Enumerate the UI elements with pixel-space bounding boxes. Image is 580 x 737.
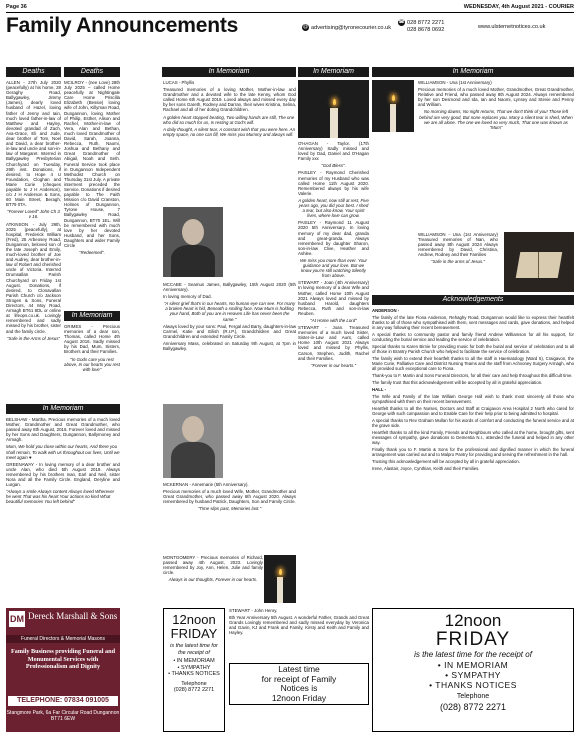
candle-image-3 xyxy=(372,80,414,132)
ack-anderson: ANDERSON - xyxy=(372,308,400,313)
memoriam-grimes: GRIMES - Precious memories of a dear son, Thomas, called Home 4th August 2016. Sadly missed by his Dad, Mum, Sisters, Brothers and their Families. "In Gods care you rest above, In our hearts you rest with love" xyxy=(64,324,120,372)
memoriam-williamson-2: WILLIAMSON - Una (1st Anniversary) Treasured memories of Nan, who passed away 8th August 2024 Always remembered by David, Christina, Andrew, Rodney and their Families "Safe in the arms of Jesus." xyxy=(418,232,498,265)
deadline-advert-small: 12noon FRIDAY is the latest time for the receipt of • IN MEMORIAM • SYMPATHY • THANKS NOTICES Telephone (028) 8772 2271 xyxy=(163,608,225,732)
acknowledgements-column: ANDERSON - The family of the late Fiona Anderson, Rehaghy Road, Dungannon would like to express their heartfelt thanks to all of those who sympathised with them, sent messages and cards, gave donations, and helped in any way following their recent bereavement. A special thanks to community pastor and family friend Andrew Williamson for all his support, for conducting the burial service and leading the service of celebration. Special thanks to Karen Birnie for providing music for both the burial and service of celebration and to all of those in Brantry Parish Church who helped to facilitate the service of celebration. The family wish to extend their heartfelt thanks to all the staff in Haematology (Ward 5), Craigavon, the Marie Curie, Palliative Care and District Nursing Teams and the staff from Achvoney Surgery Armagh, who all provided such exceptional care to Fiona. Thank-you to F. Martin and Sons Funeral Directors, for all their care and help throughout this difficult time. The family trust that this acknowledgement will be accepted by all in grateful appreciation. HALL - The Wife and Family of the late William George Hall wish to thank most sincerely all those who sympathised with them on their recent bereavement. Heartfelt thanks to all the Nurses, Doctors and Staff at Craigavon Area Hospital 2 North who cared for George with such compassion and to Enable Care for their help prior to being admitted to hospital. A special thanks to Rev Graham Mullan for his words of comfort and conducting the funeral service and at the grave side. Heartfelt thanks to all the kind Family, Friends and Neighbours who called at the home, brought gifts, sent messages of sympathy, gave donations to Dementia N.I., attended the funeral and helped in any other way. Finally thank you to F. Martin & Sons for the professional and dignified manner in which the funeral arrangement was carried out and to Malpro Pantry for providing and serving the refreshment in the hall. Trusting this acknowledgement will be accepted by all in grateful appreciation. Irene, Alastair, Joyce, Cynthian, Keith and their Families. xyxy=(372,308,574,471)
notice-paisley-1: PAISLEY - Raymond Cherished memories of my Husband who was called Home 11th August 2020. Remembered always by his wife Valerie. xyxy=(298,170,369,196)
dereck-marshall-advert[interactable]: DM Dereck Marshall & Sons Funeral Directors & Memorial Masons Family Business providing Funeral and Monumental Services with Professionalism and Dignity TELEPHONE: 07834 091005 Stangmore Park, 6a Far Circular Road Dungannon BT71 6EW xyxy=(6,608,120,732)
section-in-memoriam-2: In Memoriam xyxy=(6,404,120,414)
section-deaths: Deaths xyxy=(6,67,61,77)
memoriam-stewart-john: STEWART - John Henry. 8th Year Anniversary 5th August. A wonderful Father, Grands and Great Grands Lovingly remembered and sadly missed everyday by Veronica and Gavin, KJ and Frank and Family, Kirsty and Keith and Family and Hayley. xyxy=(229,608,369,636)
ack-hall: HALL - xyxy=(372,387,387,392)
phone-icon: ☎ xyxy=(398,19,405,25)
contact-email[interactable]: @ advertising@tyronecourier.co.uk xyxy=(302,24,391,31)
contact-web[interactable]: www.ulsternetnotices.co.uk xyxy=(478,24,546,30)
photo-seamus-mccabe xyxy=(163,207,223,277)
page-number: Page 36 xyxy=(6,4,27,10)
notice-allen: ALLEN - 27th July 2020 (peacefully) at his home, 28 Geraghy Road, Ballygawley, Jimmy (James), dearly loved husband of Hazel, loving father of Jenny and Iain, much loved father-in-law of Matthew and Hayley, devoted grandad of Zach, Ava-Grace, Eli and Jude, dear brother of Tom, Noel and David, a dear brother-in-law and uncle and son-in-law of Margaret. Interred in Ballygawley Presbyterian Churchyard on Tuesday, 29th inst. Donations, if desired, to Hope 4 U Foundation, Cloghan and Marie Curie (cheques payable to J H Anderson), c/o J H Anderson & Sons, 60 Main Street, Beragh, BT79 0TA. xyxy=(6,80,61,208)
section-in-memoriam-3: In Memoriam xyxy=(162,67,296,77)
page-header xyxy=(6,3,574,13)
email-icon: @ xyxy=(302,24,309,30)
dm-logo: DM xyxy=(9,611,25,627)
deaths-column-1: ALLEN - 27th July 2020 (peacefully) at his home, 28 Geraghy Road, Ballygawley, Jimmy (James), dearly loved husband of Hazel, loving father of Jenny and Iain, much loved father-in-law of Matthew and Hayley, devoted grandad of Zach, Ava-Grace, Eli and Jude, dear brother of Tom, Noel and David, a dear brother-in-law and uncle and son-in-law of Margaret. Interred in Ballygawley Presbyterian Churchyard on Tuesday, 29th inst. Donations, if desired, to Hope 4 U Foundation, Cloghan and Marie Curie (cheques payable to J H Anderson), c/o J H Anderson & Sons, 60 Main Street, Beragh, BT79 0TA. "Forever Loved" John Ch 3 v 16. ATKINSON - July 29th, 2025 (peacefully), at hospital, Frederick William (Fred), 25 Arbeosey Road, Dungannon, beloved son of the late Joseph and Emily, much-loved brother of Joe and Audrey, dear brother-in-law of Robert and cherished uncle of Victoria. Interred Drumsallan Parish Churchyard on Friday 1st August. Donations, if desired, to Clonavallan Parish Church c/o Jackson Strogen & Sons, Funeral Directors, 44 Moy Road, Armagh BT61 8DL or online at lifeops.co.uk. Lovingly remembered and sadly missed by his brother, sister and the family circle. "Safe in the Arms of Jesus" xyxy=(6,80,61,341)
candle-image-1 xyxy=(264,555,296,603)
notice-atkinson: ATKINSON - July 29th, 2025 (peacefully), at hospital, Frederick William (Fred), 25 Arbeosey Road, Dungannon, beloved son of the late Joseph and Emily, much-loved brother of Joe and Audrey, dear brother-in-law of Robert and cherished uncle of Victoria. Interred Drumsallan Parish Churchyard on Friday 1st August. Donations, if desired, to Clonavallan Parish Church c/o Jackson Strogen & Sons, Funeral Directors, 44 Moy Road, Armagh BT61 8DL or online at lifeops.co.uk. Lovingly remembered and sadly missed by his brother, sister and the family circle. xyxy=(6,221,61,334)
memoriam-mccabe: MCCABE - Seamus James, Ballygawley, 15th August 2020 (5th Anniversary). In loving memory of Dad. "A silent grief that's in our hearts, No human eye can see. For many a broken heart is hid, Beneath a smiling face. Now Mum is holding your hand, Both of you are in Heaven Life has never been the same." Always loved by your sons: Paul, Fergal and Barry, daughters-in-law Carmel, Katie and Eilish (R.I.P.), Grandchildren and Great Grandchildren and extended Family Circle. Anniversary Mass, celebrated on Saturday 9th August, at 7pm in Ballygawley. xyxy=(163,282,296,352)
section-in-memoriam-5: In Memoriam xyxy=(372,67,574,77)
notice-greenaway: GREENAWAY - In loving memory of a dear brother and uncle Alan, who died 5th August 2019. Always remembered by his brothers Ivan, Earl and Neil, sister Nora and all the Family Circle. England, Deryline and Lurgan. xyxy=(6,461,120,488)
photo-annemarie-mckernan xyxy=(163,404,223,478)
candle-image-2 xyxy=(298,80,369,138)
contact-phone[interactable]: ☎ 028 8772 2271 028 8678 0692 xyxy=(398,19,445,33)
memoriam-column-4: O'HAGAN - Taylor. (17th Anniversary) Sadly missed and loved by Dad, Daniel and O'Hagan Family xxx "God Bless". PAISLEY - Raymond Cherished memories of my Husband who was called Home 11th August 2020. Remembered always by his wife Valerie. A golden heart, now still at rest, Five years ago, you did your best. I shed a tear, but also know, Your spirit lives, where love can grow. PAISLEY - Raymond 11 August 2020 5th Anniversary. In loving memory of my dear dad, granda and great-granda. Always remembered by daughter Sharon, son-in-law Clive, Heather and Ashlee. We miss you more than ever. Your guidance and your love. But we know you're still watching Silently from above. STEWART - Joan (4th Anniversary) In loving memory of a dear Wife and Mother, called Home 10th August 2021 Always loved and missed by husband Harold, daughters Rebecca, Ruth and son-in-law Reuben. "At Home with the Lord" STEWART - Joan. Treasured memories of a much loved Sister, Sister-in-Law and Aunt, called Home 10th August 2021 Always loved and missed by Phyllis, Carson, Stephen, Judith, Rachel and their Families. "Forever in our hearts." xyxy=(298,141,369,368)
deadline-advert-large: 12noon FRIDAY is the latest time for the receipt of • IN MEMORIAM • SYMPATHY • THANKS NOTICES Telephone (028) 8772 2271 xyxy=(372,608,574,732)
memoriam-williamson-1: WILLIAMSON - Una (1st Anniversary) Precious memories of a much loved Mother, Grandmother, Great Grandmother, Relative and Friend, who passed away 8th August 2024. Always remembered by her son Desmond and Ida, Ian and Naomi, Lynsey and Stevie and Penny and William. No morning dawns, No night returns, That we don't think of you! Those left behind are very good, But none replaces you. Many a silent tear is shed, When we are all alone. The one we loved so very much, That one was known as "Mum" xyxy=(418,80,574,130)
page-title: Family Announcements xyxy=(6,14,239,37)
notice-stewart-joan-2: STEWART - Joan. Treasured memories of a much loved Sister, Sister-in-Law and Aunt, called Home 10th August 2021 Always loved and missed by Phyllis, Carson, Stephen, Judith, Rachel and their Families. xyxy=(298,325,369,361)
notice-paisley-2: PAISLEY - Raymond 11 August 2020 5th Anniversary. In loving memory of my dear dad, granda and great-granda. Always remembered by daughter Sharon, son-in-law Clive, Heather and Ashlee. xyxy=(298,220,369,256)
notice-belshaw: BELSHAW - Martha. Precious memories of a much loved Mother, Grandmother and Great Grandmother, who passed away 8th August, 2016. Forever loved and missed by her Sons and Daughters, Dungannon, Ballymoney and Armagh. xyxy=(6,417,120,443)
section-in-memoriam-1: In Memoriam xyxy=(64,311,120,321)
memoriam-montgomery: MONTGOMERY - Precious memories of Richard, passed away 4th August, 2023. Lovingly remembered by Joy, Ann, Helen, Julie and family circle. Always in our thoughts, Forever in our hearts. xyxy=(163,555,263,583)
section-deaths-2: Deaths xyxy=(64,67,120,77)
bible-image xyxy=(504,232,574,292)
notice-stewart-joan-1: STEWART - Joan (4th Anniversary) In loving memory of a dear Wife and Mother, called Home 10th August 2021 Always loved and missed by husband Harold, daughters Rebecca, Ruth and son-in-law Reuben. xyxy=(298,280,369,316)
issue-date: WEDNESDAY, 4th August 2021 - COURIER xyxy=(463,4,574,10)
notice-mcilroy: MCILROY - (nee Love) 28th July 2025 – called Home peacefully at Nightingale Care Home Priscilla Elizabeth (Bessie) loving wife of John, Killyman Road, Dungannon, loving Mother of Philip, Esther, Alison and Rachel, Mother-in-law of Vera, Alan and Bethan, much loved Grandmother of David, Sarah, Joanna, Rebecca, Ruth, Naomi, Joshua and Bethany and Great Grandmother of Abigail, Noah and Seth. Funeral Service took place in Dungannon Independent Methodist Church on Thursday 31st July. A private interment preceded the Service. Donations if desired payable to The Faith Mission c/o David Cranston, Holmes of Dungannon, Tyrone House, 7 Ballygawley Road, Dungannon, BT70 1EL. Will be remembered with much love by her devoted Husband, and her Sons, Daughters and wider Family Circle xyxy=(64,80,120,248)
notice-ohagan: O'HAGAN - Taylor. (17th Anniversary) Sadly missed and loved by Dad, Daniel and O'Hagan Family xxx xyxy=(298,141,369,162)
deadline-advert-box: Latest time for receipt of Family Notices is 12noon Friday xyxy=(229,663,369,705)
memoriam-lucas: LUCAS - Phyllis Treasured memories of a loving Mother, Mother-in-law and Grandmother and a devoted wife to the late Kenny, whom God called Home 6th August 2019. Loved always and missed every day by her sons Gareth, Rodney and Darran, their wives Kristina, Selina, Rachael and all of her doting Grandchildren. A golden heart stopped beating, Two willing hands are still, The one who did so much for us, Is resting at God's will. A daily thought, A silent tear, A constant wish that you were here. An empty space, no one can fill, We miss you Mummy and always will. xyxy=(163,80,296,137)
section-in-memoriam-4: In Memoriam xyxy=(298,67,369,77)
memoriam-column-1: BELSHAW - Martha. Precious memories of a much loved Mother, Grandmother and Great Grandmother, who passed away 8th August, 2016. Forever loved and missed by her Sons and Daughters, Dungannon, Ballymoney and Armagh. Mum, We hold you close within our hearts, And there you shall remain, To walk with us throughout our lives, Until we meet again ♥ GREENAWAY - In loving memory of a dear brother and uncle Alan, who died 5th August 2019. Always remembered by his brothers Ivan, Earl and Neil, sister Nora and all the Family Circle. England, Deryline and Lurgan. "Always a smile Always content Always loved Wherever he went That was his heart Your actions so kind What beautiful memories You left behind" xyxy=(6,417,120,505)
section-acknowledgements: Acknowledgements xyxy=(372,295,574,305)
deaths-column-2: MCILROY - (nee Love) 28th July 2025 – called Home peacefully at Nightingale Care Home Priscilla Elizabeth (Bessie) loving wife of John, Killyman Road, Dungannon, loving Mother of Philip, Esther, Alison and Rachel, Mother-in-law of Vera, Alan and Bethan, much loved Grandmother of David, Sarah, Joanna, Rebecca, Ruth, Naomi, Joshua and Bethany and Great Grandmother of Abigail, Noah and Seth. Funeral Service took place in Dungannon Independent Methodist Church on Thursday 31st July. A private interment preceded the Service. Donations if desired payable to The Faith Mission c/o David Cranston, Holmes of Dungannon, Tyrone House, 7 Ballygawley Road, Dungannon, BT70 1EL. Will be remembered with much love by her devoted Husband, and her Sons, Daughters and wider Family Circle "Redeemed". xyxy=(64,80,120,256)
dm-telephone: TELEPHONE: 07834 091005 xyxy=(8,696,118,706)
memoriam-mckernan: MCKERNAN - Annemarie (5th Anniversary). Precious memories of a much loved Wife, Mother, Grandmother and Great Grandmother, who passed away 6th August 2020. Always remembered by husband Patrick, Daughters, Son and Family Circle. "Time slips past, Memories last." xyxy=(163,482,296,512)
notice-lucas: LUCAS - Phyllis xyxy=(163,80,195,85)
